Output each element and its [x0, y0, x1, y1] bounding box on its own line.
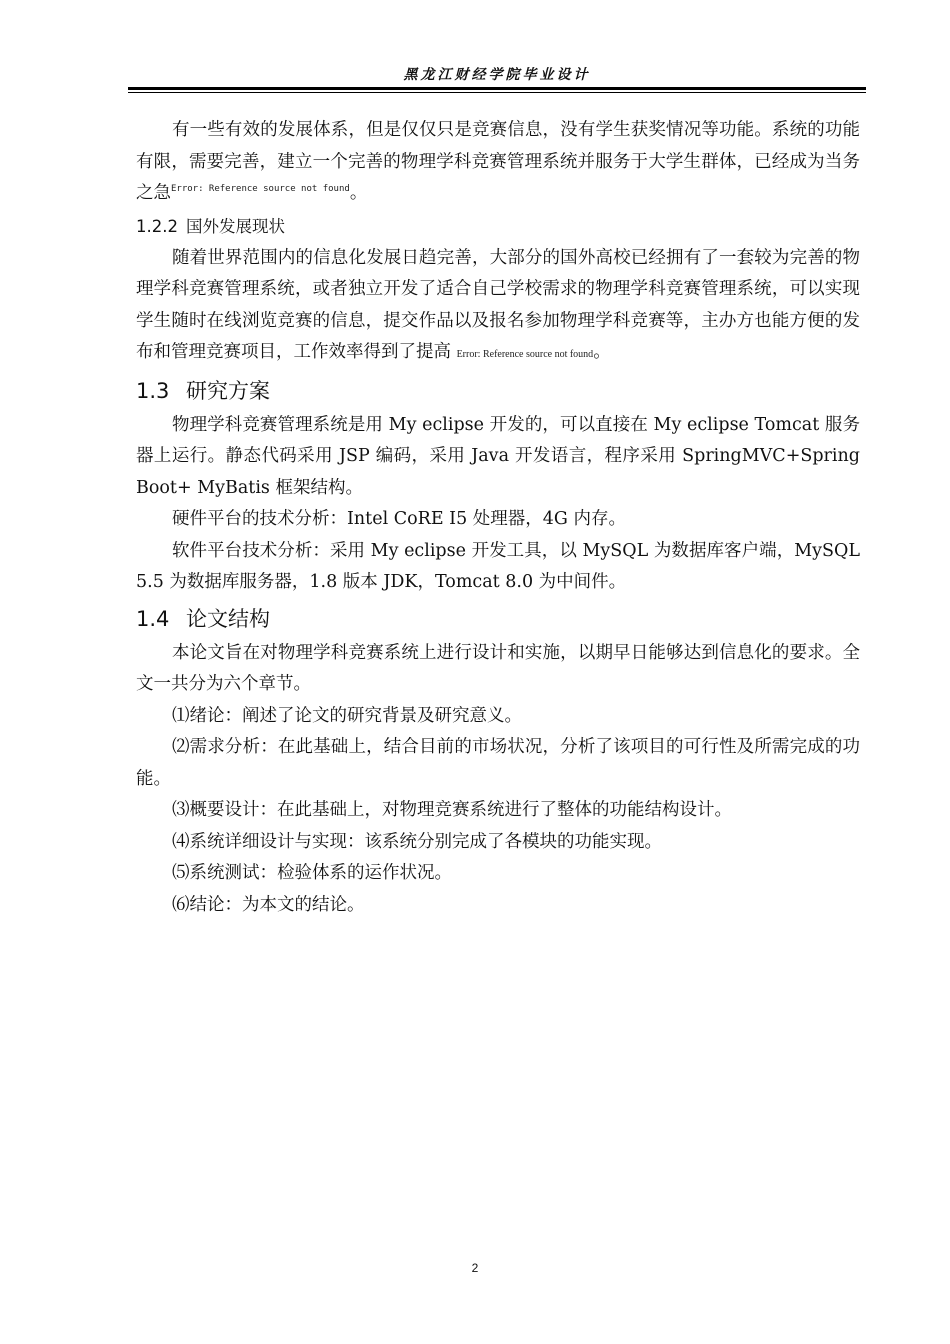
page-number: 2 [471, 1261, 479, 1275]
list-item: ⑸系统测试：检验体系的运作状况。 [172, 863, 452, 883]
section-heading-1-3: 1.3 研究方案 [136, 378, 270, 403]
body-text [136, 115, 860, 921]
reference-error-2: Error: Reference source not found [456, 349, 594, 360]
paragraph-3: 物理学科竞赛管理系统是用 My eclipse 开发的，可以直接在 My eclipse Tomcat 服务器上运行。静态代码采用 JSP 编码，采用 Java 开发语言，程序采用 SpringMVC+Spring Boot+ MyBatis 框架结构。 [136, 414, 860, 498]
section-heading-1-2-2: 1.2.2 国外发展现状 [136, 216, 285, 236]
paragraph-5: 软件平台技术分析：采用 My eclipse 开发工具，以 MySQL 为数据库客户端，MySQL 5.5 为数据库服务器，1.8 版本 JDK，Tomcat 8.0 为中间件。 [136, 540, 860, 592]
running-header: 黑龙江财经学院毕业设计 [403, 67, 591, 83]
list-item: ⑵需求分析：在此基础上，结合目前的市场状况，分析了该项目的可行性及所需完成的功能。 [136, 737, 860, 789]
list-item: ⑹结论：为本文的结论。 [172, 894, 365, 915]
header-rule-thick [128, 87, 866, 90]
list-item: ⑶概要设计：在此基础上，对物理竞赛系统进行了整体的功能结构设计。 [172, 800, 732, 820]
paragraph-2: 随着世界范围内的信息化发展日趋完善，大部分的国外高校已经拥有了一套较为完善的物理学科竞赛管理系统，或者独立开发了适合自己学校需求的物理学科竞赛管理系统，可以实现学生随时在线浏览竞赛的信息，提交作品以及报名参加物理学科竞赛等，主办方也能方便的发布和管理竞赛项目，工作效率得到了提高 Error: Reference source not found。 [136, 247, 860, 362]
list-item: ⑴绪论：阐述了论文的研究背景及研究意义。 [172, 705, 522, 726]
reference-error-1: Error: Reference source not found [171, 184, 350, 194]
section-heading-1-4: 1.4 论文结构 [136, 606, 270, 631]
paragraph-4: 硬件平台的技术分析：Intel CoRE I5 处理器，4G 内存。 [172, 509, 626, 529]
list-item: ⑷系统详细设计与实现：该系统分别完成了各模块的功能实现。 [172, 831, 662, 852]
paragraph-6: 本论文旨在对物理学科竞赛系统上进行设计和实施，以期早日能够达到信息化的要求。全文一共分为六个章节。 [136, 642, 860, 694]
header-rule-thin [128, 92, 866, 93]
paragraph-1: 有一些有效的发展体系，但是仅仅只是竞赛信息，没有学生获奖情况等功能。系统的功能有限，需要完善，建立一个完善的物理学科竞赛管理系统并服务于大学生群体，已经成为当务之急$^{Error: Reference source not found}$。 [136, 120, 860, 203]
